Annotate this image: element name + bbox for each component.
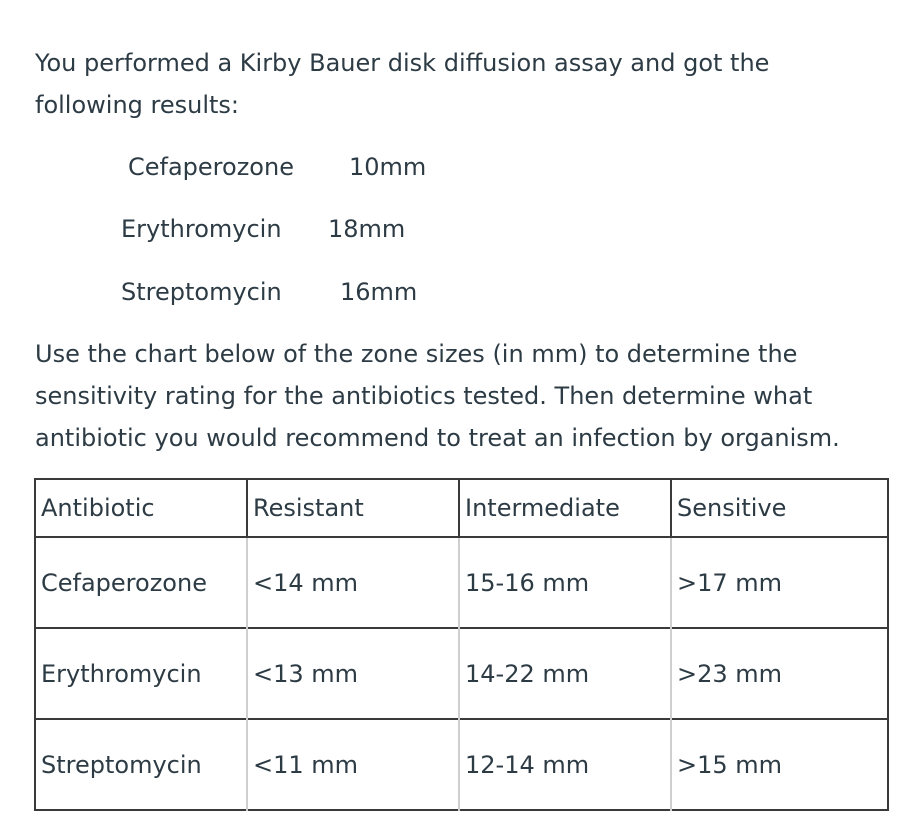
cell-resistant: <13 mm — [247, 628, 459, 719]
cell-antibiotic: Streptomycin — [35, 719, 247, 810]
cell-intermediate: 12-14 mm — [459, 719, 671, 810]
result-zone: 18mm — [328, 215, 406, 243]
cell-antibiotic: Cefaperozone — [41, 568, 207, 597]
result-antibiotic: Streptomycin — [121, 278, 282, 306]
cell-sensitive: >15 mm — [671, 719, 888, 810]
header-sensitive: Sensitive — [671, 479, 888, 537]
header-resistant: Resistant — [247, 479, 459, 537]
result-antibiotic: Cefaperozone — [128, 153, 294, 181]
instructions-paragraph — [35, 333, 895, 459]
instructions-line-2: sensitivity rating for the antibiotics tested. Then determine what — [35, 382, 813, 410]
result-zone: 16mm — [340, 278, 418, 306]
header-antibiotic: Antibiotic — [35, 479, 247, 537]
instructions-line-1: Use the chart below of the zone sizes (in mm) to determine the — [35, 340, 798, 368]
chart-header-row — [35, 479, 888, 537]
intro-line-2: following results: — [35, 91, 240, 119]
cell-resistant: <14 mm — [247, 537, 459, 628]
intro-line-1: You performed a Kirby Bauer disk diffusion assay and got the — [35, 49, 770, 77]
cell-intermediate: 14-22 mm — [459, 628, 671, 719]
result-zone: 10mm — [349, 153, 427, 181]
intro-paragraph — [35, 42, 895, 126]
cell-antibiotic: Erythromycin — [35, 628, 247, 719]
table-row — [35, 628, 888, 719]
table-row — [35, 719, 888, 810]
header-intermediate: Intermediate — [459, 479, 671, 537]
cell-sensitive: >17 mm — [671, 537, 888, 628]
table-row — [35, 537, 888, 628]
cell-sensitive: >23 mm — [671, 628, 888, 719]
cell-resistant: <11 mm — [247, 719, 459, 810]
instructions-line-3: antibiotic you would recommend to treat an infection by organism. — [35, 424, 840, 452]
zone-size-chart — [34, 478, 889, 811]
result-antibiotic: Erythromycin — [121, 215, 282, 243]
cell-intermediate: 15-16 mm — [459, 537, 671, 628]
